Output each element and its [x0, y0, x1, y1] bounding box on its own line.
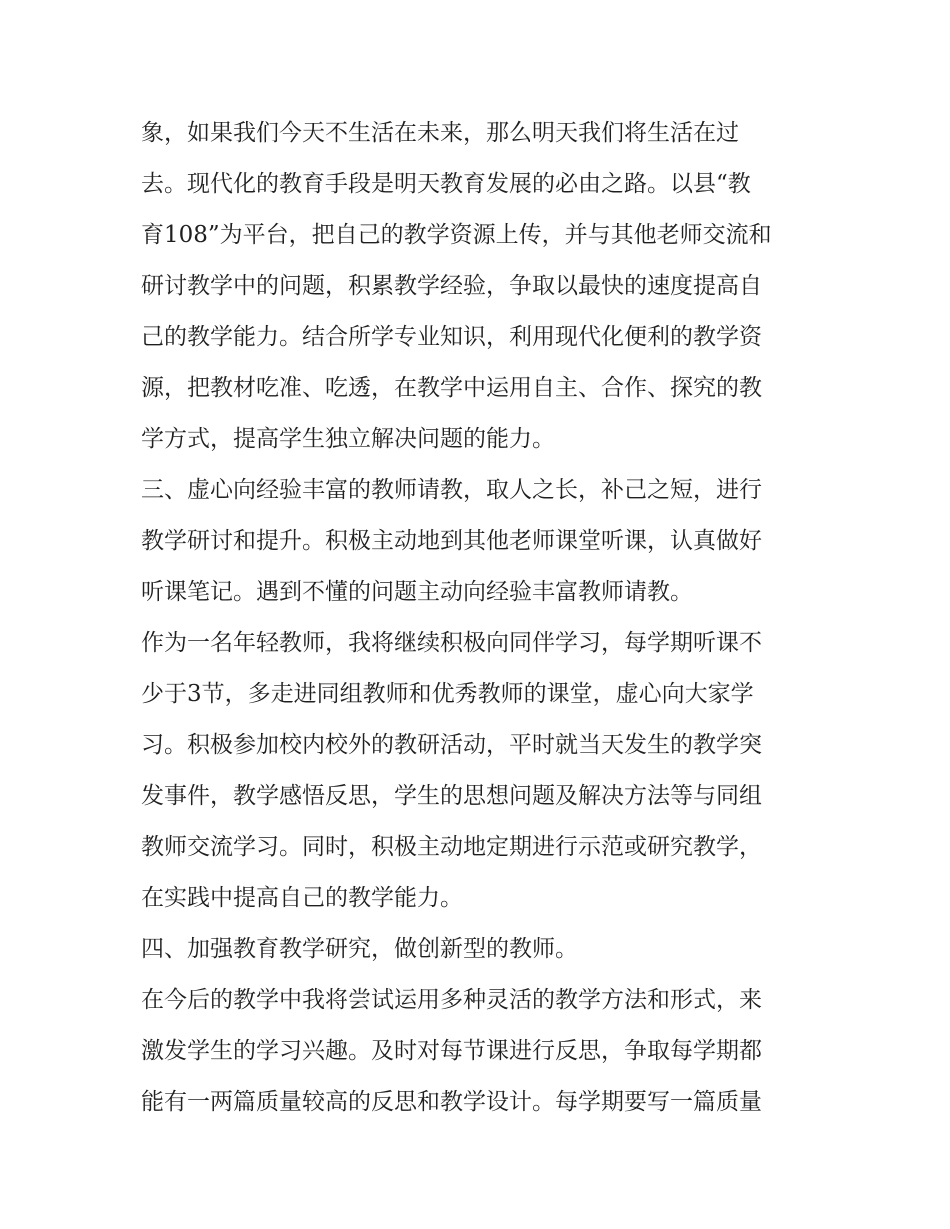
text-line: 听课笔记。遇到不懂的问题主动向经验丰富教师请教。: [141, 579, 693, 605]
text-line: 能有一两篇质量较高的反思和教学设计。每学期要写一篇质量: [141, 1089, 762, 1115]
document-body: [141, 108, 813, 1128]
text-line: 育108”为平台，把自己的教学资源上传，并与其他老师交流和: [141, 222, 772, 248]
text-line: 在实践中提高自己的教学能力。: [141, 885, 463, 911]
text-line: 去。现代化的教育手段是明天教育发展的必由之路。以县“教: [141, 171, 751, 197]
text-line: 习。积极参加校内校外的教研活动，平时就当天发生的教学突: [141, 732, 762, 758]
text-line: 己的教学能力。结合所学专业知识，利用现代化便利的教学资: [141, 324, 762, 350]
section-heading-line: 四、加强教育教学研究，做创新型的教师。: [141, 936, 578, 962]
text-line: 少于3节，多走进同组教师和优秀教师的课堂，虚心向大家学: [141, 681, 754, 707]
text-line: 教学研讨和提升。积极主动地到其他老师课堂听课，认真做好: [141, 528, 762, 554]
text-line: 象，如果我们今天不生活在未来，那么明天我们将生活在过: [141, 120, 739, 146]
section-heading-line: 三、虚心向经验丰富的教师请教，取人之长，补己之短，进行: [141, 477, 762, 503]
text-line: 发事件，教学感悟反思，学生的思想问题及解决方法等与同组: [141, 783, 762, 809]
text-line: 学方式，提高学生独立解决问题的能力。: [141, 426, 555, 452]
text-line: 教师交流学习。同时，积极主动地定期进行示范或研究教学，: [141, 834, 762, 860]
text-line: 研讨教学中的问题，积累教学经验，争取以最快的速度提高自: [141, 273, 762, 299]
text-line: 作为一名年轻教师，我将继续积极向同伴学习，每学期听课不: [141, 630, 762, 656]
text-line: 在今后的教学中我将尝试运用多种灵活的教学方法和形式，来: [141, 987, 762, 1013]
text-line: 激发学生的学习兴趣。及时对每节课进行反思，争取每学期都: [141, 1038, 762, 1064]
text-line: 源，把教材吃准、吃透，在教学中运用自主、合作、探究的教: [141, 375, 762, 401]
